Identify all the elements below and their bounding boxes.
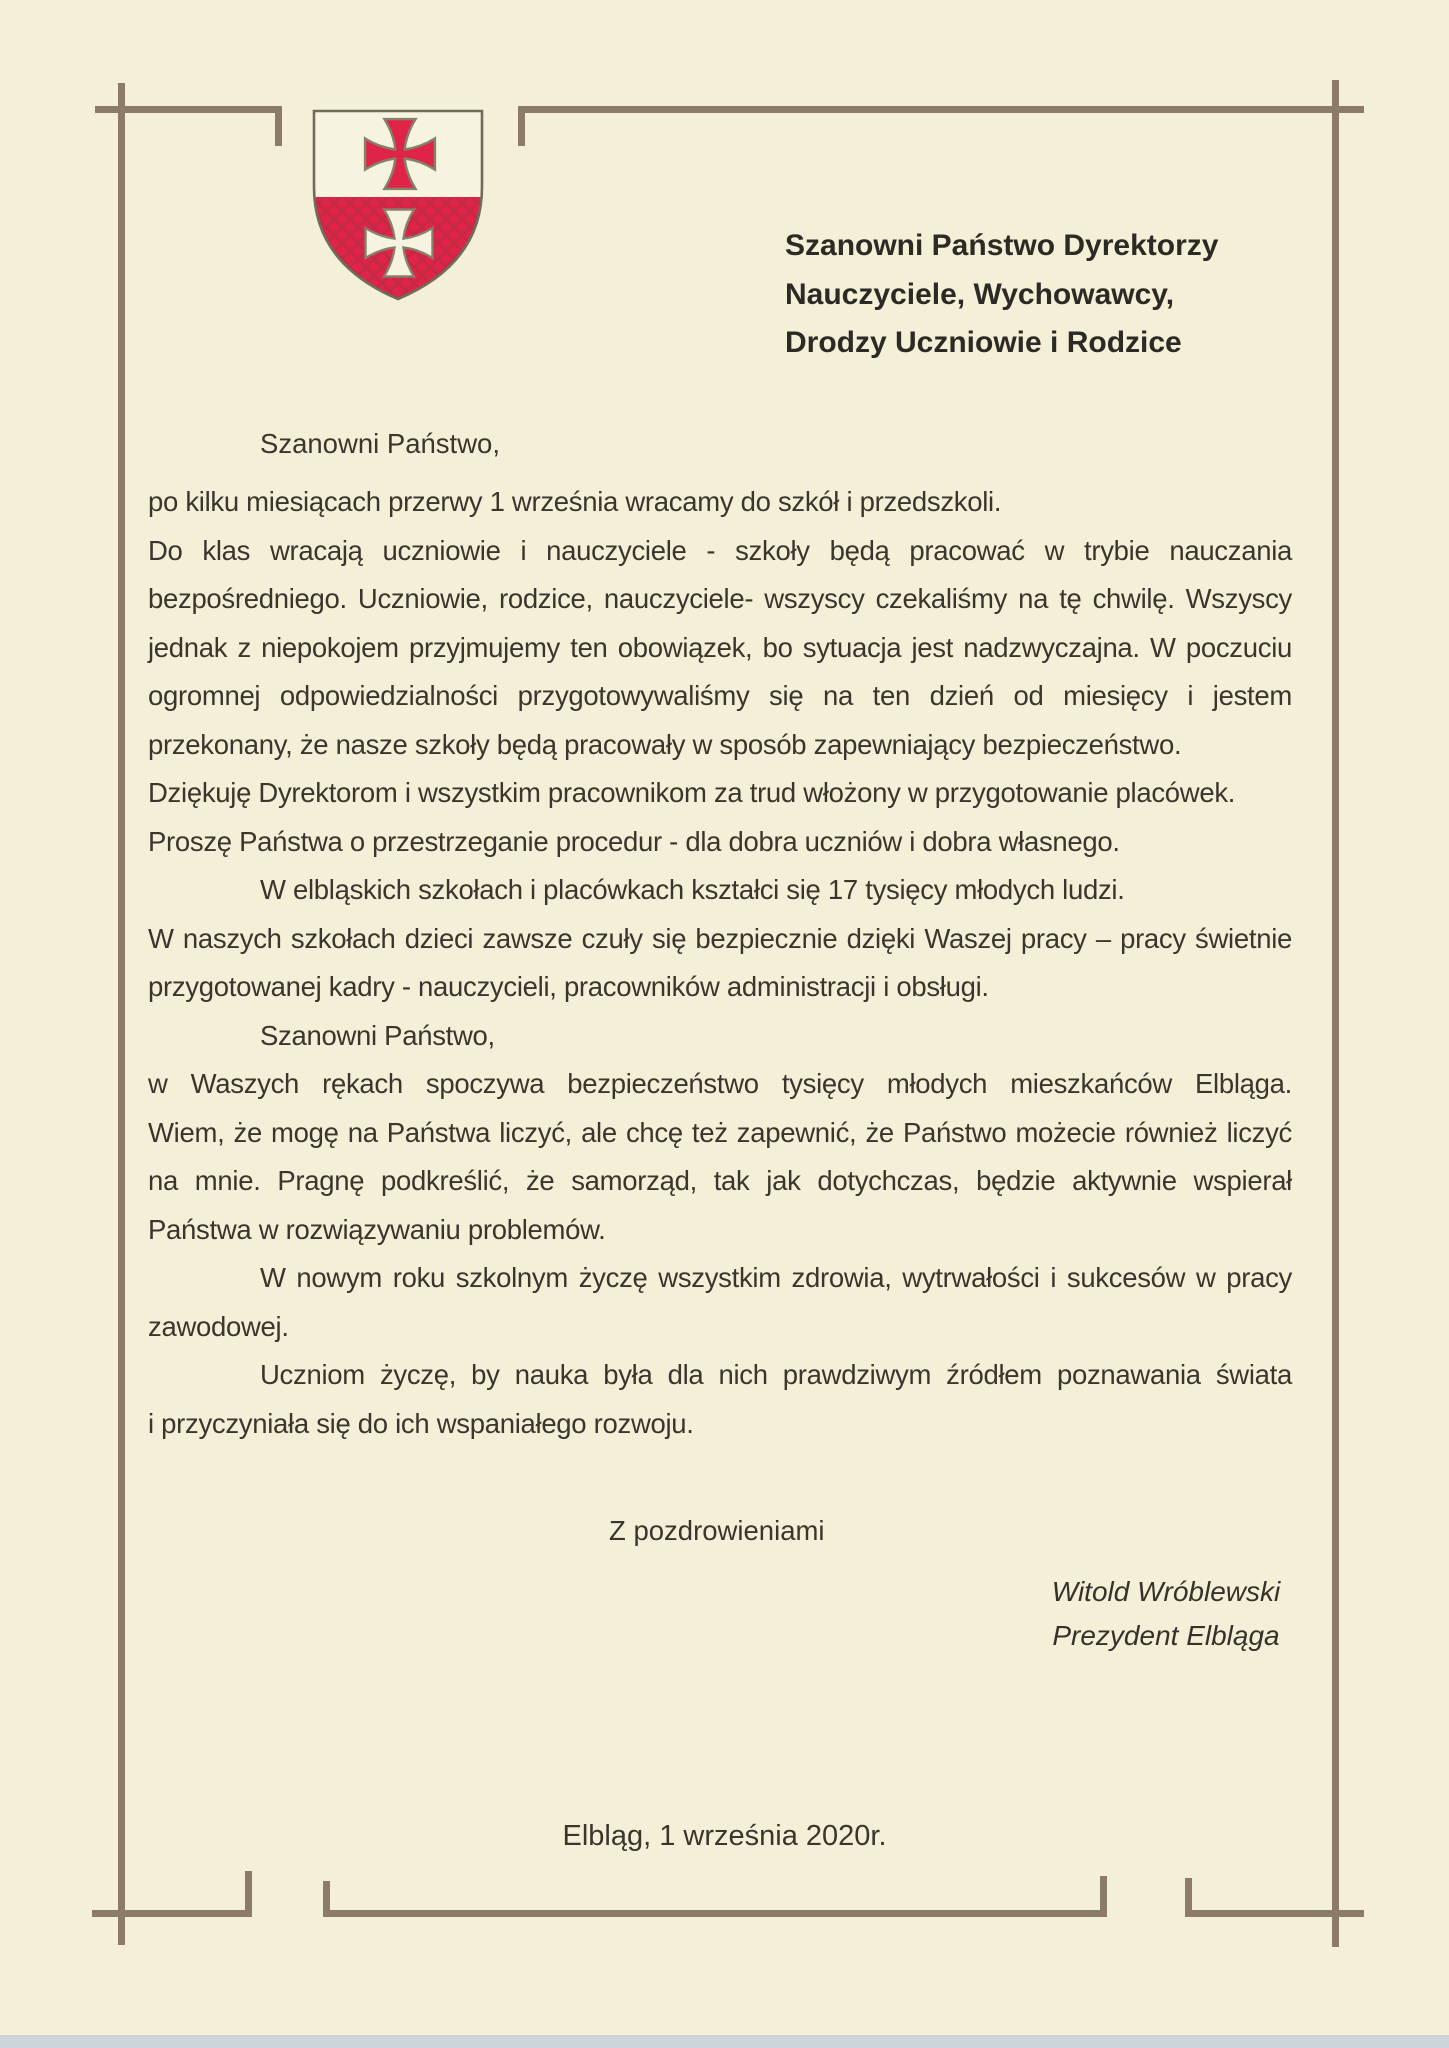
frame-bottom-line-left-segment bbox=[92, 1910, 252, 1917]
body-line: W elbląskich szkołach i placówkach kształci się 17 tysięcy młodych ludzi. bbox=[260, 874, 1125, 905]
frame-bottom-line-middle-segment bbox=[323, 1910, 1107, 1917]
body-line: W nowym roku szkolnym życzę wszystkim zdrowia, wytrwałości i sukcesów w pracy bbox=[260, 1262, 1292, 1293]
body-line: Uczniom życzę, by nauka była dla nich prawdziwym źródłem poznawania świata bbox=[260, 1359, 1292, 1390]
elblag-coat-of-arms-icon bbox=[310, 107, 486, 303]
body-line: jednak z niepokojem przyjmujemy ten obowiązek, bo sytuacja jest nadzwyczajna. W poczuciu bbox=[148, 631, 1292, 663]
body-line: w Waszych rękach spoczywa bezpieczeństwo tysięcy młodych mieszkańców Elbląga. bbox=[148, 1068, 1292, 1099]
body-line: bezpośredniego. Uczniowie, rodzice, nauczyciele- wszyscy czekaliśmy na tę chwilę. Wszyscy bbox=[148, 583, 1292, 614]
body-line: przekonany, że nasze szkoły będą pracowały w sposób zapewniający bezpieczeństwo. bbox=[148, 728, 1182, 760]
body-line: po kilku miesiącach przerwy 1 września wracamy do szkół i przedszkoli. bbox=[148, 486, 1002, 517]
frame-bottom-line-right-segment bbox=[1185, 1910, 1364, 1917]
letter-addressee-header bbox=[785, 222, 1218, 368]
body-line: i przyczyniała się do ich wspaniałego rozwoju. bbox=[148, 1407, 694, 1439]
frame-top-tick-right bbox=[518, 106, 525, 146]
scan-edge-strip bbox=[0, 2035, 1449, 2048]
body-line: Do klas wracają uczniowie i nauczyciele - szkoły będą pracować w trybie nauczania bbox=[148, 534, 1292, 566]
frame-bottom-tick-4 bbox=[1185, 1878, 1192, 1917]
body-line: Państwa w rozwiązywaniu problemów. bbox=[148, 1213, 606, 1245]
frame-bottom-tick-1 bbox=[245, 1871, 252, 1917]
addressee-header-line: Drodzy Uczniowie i Rodzice bbox=[785, 326, 1182, 359]
body-line: przygotowanej kadry - nauczycieli, pracowników administracji i obsługi. bbox=[148, 971, 989, 1002]
signature-name: Witold Wróblewski bbox=[1051, 1576, 1281, 1607]
frame-bottom-tick-2 bbox=[323, 1881, 330, 1917]
frame-top-tick-left bbox=[275, 106, 282, 146]
farewell: Z pozdrowieniami bbox=[609, 1515, 825, 1546]
frame-left-vertical-line bbox=[118, 83, 125, 1945]
body-line: Proszę Państwa o przestrzeganie procedur - dla dobra uczniów i dobra własnego. bbox=[148, 825, 1120, 857]
body-line: Szanowni Państwo, bbox=[260, 1019, 495, 1051]
body-line: W naszych szkołach dzieci zawsze czuły się bezpiecznie dzięki Waszej pracy – pracy świetnie bbox=[148, 922, 1292, 954]
body-line: zawodowej. bbox=[148, 1310, 289, 1342]
letter-body bbox=[148, 478, 1292, 1448]
body-line: Wiem, że mogę na Państwa liczyć, ale chcę też zapewnić, że Państwo możecie również liczyć bbox=[148, 1116, 1292, 1148]
frame-top-line-left-segment bbox=[95, 106, 282, 113]
frame-bottom-tick-3 bbox=[1100, 1876, 1107, 1917]
dateline: Elbląg, 1 września 2020r. bbox=[562, 1820, 887, 1852]
signature-title: Prezydent Elbląga bbox=[1052, 1620, 1280, 1651]
body-line: ogromnej odpowiedzialności przygotowywaliśmy się na ten dzień od miesięcy i jestem bbox=[148, 680, 1292, 711]
frame-top-line-right-segment bbox=[518, 106, 1364, 113]
body-line: Dziękuję Dyrektorom i wszystkim pracownikom za trud włożony w przygotowanie placówek. bbox=[148, 777, 1236, 808]
salutation: Szanowni Państwo, bbox=[260, 428, 500, 459]
addressee-header-line: Nauczyciele, Wychowawcy, bbox=[785, 277, 1175, 311]
body-line: na mnie. Pragnę podkreślić, że samorząd, tak jak dotychczas, będzie aktywnie wspierał bbox=[148, 1165, 1292, 1196]
signature-block bbox=[1040, 1570, 1292, 1658]
addressee-header-line: Szanowni Państwo Dyrektorzy bbox=[785, 229, 1219, 262]
frame-right-vertical-line bbox=[1332, 80, 1339, 1947]
